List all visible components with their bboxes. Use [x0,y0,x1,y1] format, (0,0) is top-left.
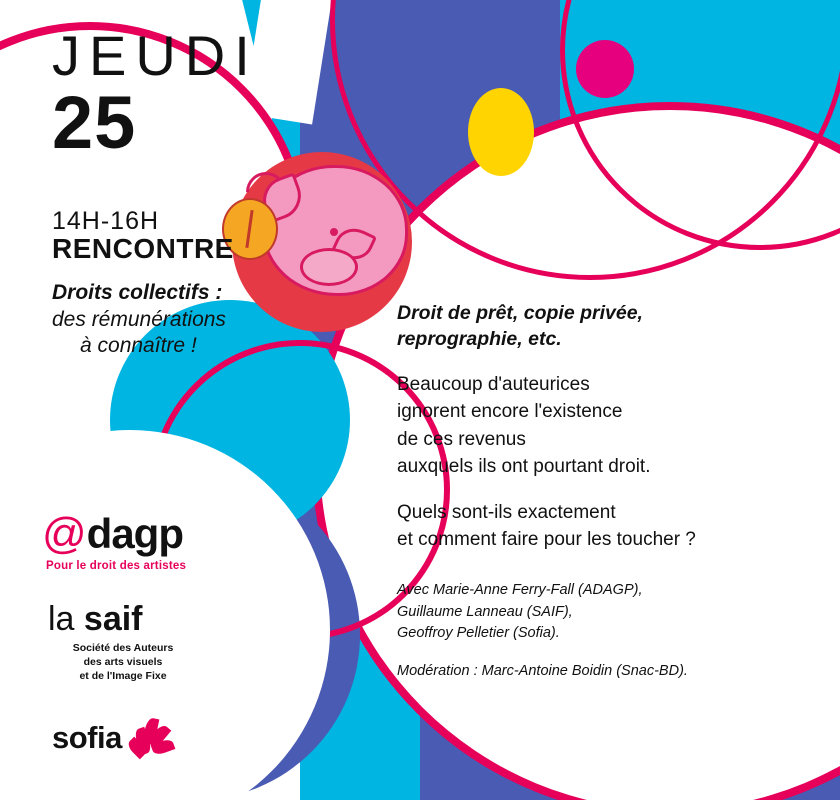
planet-magenta-icon [576,40,634,98]
logo-saif-subtitle-line2: des arts visuels [83,656,163,669]
description-paragraph-2 [397,499,797,554]
speakers-credits [397,580,797,645]
date-block [52,24,259,164]
at-sign-icon: @ [42,509,86,558]
description-paragraph-2-line2: et comment faire pour les toucher ? [397,529,696,551]
pig-snout-icon [300,248,358,286]
logo-sofia [52,718,282,758]
pig-eye-icon [330,228,338,236]
description-paragraph-1-line2: ignorent encore l'existence [397,401,623,423]
description-heading-line2: reprographie, etc. [397,328,562,351]
day-label: JEUDI [52,24,259,87]
logo-saif-subtitle-line3: et de l'Image Fixe [79,670,167,683]
logo-adagp [42,509,282,572]
planet-yellow-icon [468,88,534,176]
logo-adagp-name: dagp [86,510,183,557]
logo-sofia-wordmark: sofia [52,719,122,755]
logo-adagp-wordmark [42,509,282,558]
description-paragraph-1-line3: de ces revenus [397,428,526,450]
logo-group [42,509,282,758]
logo-saif [48,602,282,684]
event-title-line3: à connaître ! [80,334,197,358]
logo-saif-name: saif [83,600,143,638]
speakers-credits-line2: Guillaume Lanneau (SAIF), [397,603,573,620]
event-title [52,280,292,361]
description-paragraph-1-line1: Beaucoup d'auteurices [397,373,590,395]
speakers-credits-line1: Avec Marie-Anne Ferry-Fall (ADAGP), [397,581,643,598]
description-block [397,300,797,683]
description-paragraph-1-line4: auxquels ils ont pourtant droit. [397,456,651,478]
logo-saif-wordmark [48,602,282,636]
speakers-credits-line3: Geoffroy Pelletier (Sofia). [397,625,560,642]
event-title-line1: Droits collectifs : [52,280,223,304]
description-heading [397,300,797,353]
description-paragraph-2-line1: Quels sont-ils exactement [397,501,616,523]
day-number: 25 [52,81,137,164]
event-info-block [52,208,292,360]
sofia-leaf-icon [131,718,171,758]
description-heading-line1: Droit de prêt, copie privée, [397,302,643,324]
event-title-line2: des rémunérations [52,307,226,331]
logo-saif-subtitle [48,641,198,684]
event-type: RENCONTRE [52,233,234,265]
event-hours: 14H-16H [52,207,160,235]
moderation-credit: Modération : Marc-Antoine Boidin (Snac-BD). [397,663,688,680]
description-paragraph-1 [397,371,797,481]
logo-saif-subtitle-line1: Société des Auteurs [72,642,174,654]
logo-saif-prefix: la [48,600,84,638]
logo-adagp-tagline: Pour le droit des artistes [46,560,187,572]
